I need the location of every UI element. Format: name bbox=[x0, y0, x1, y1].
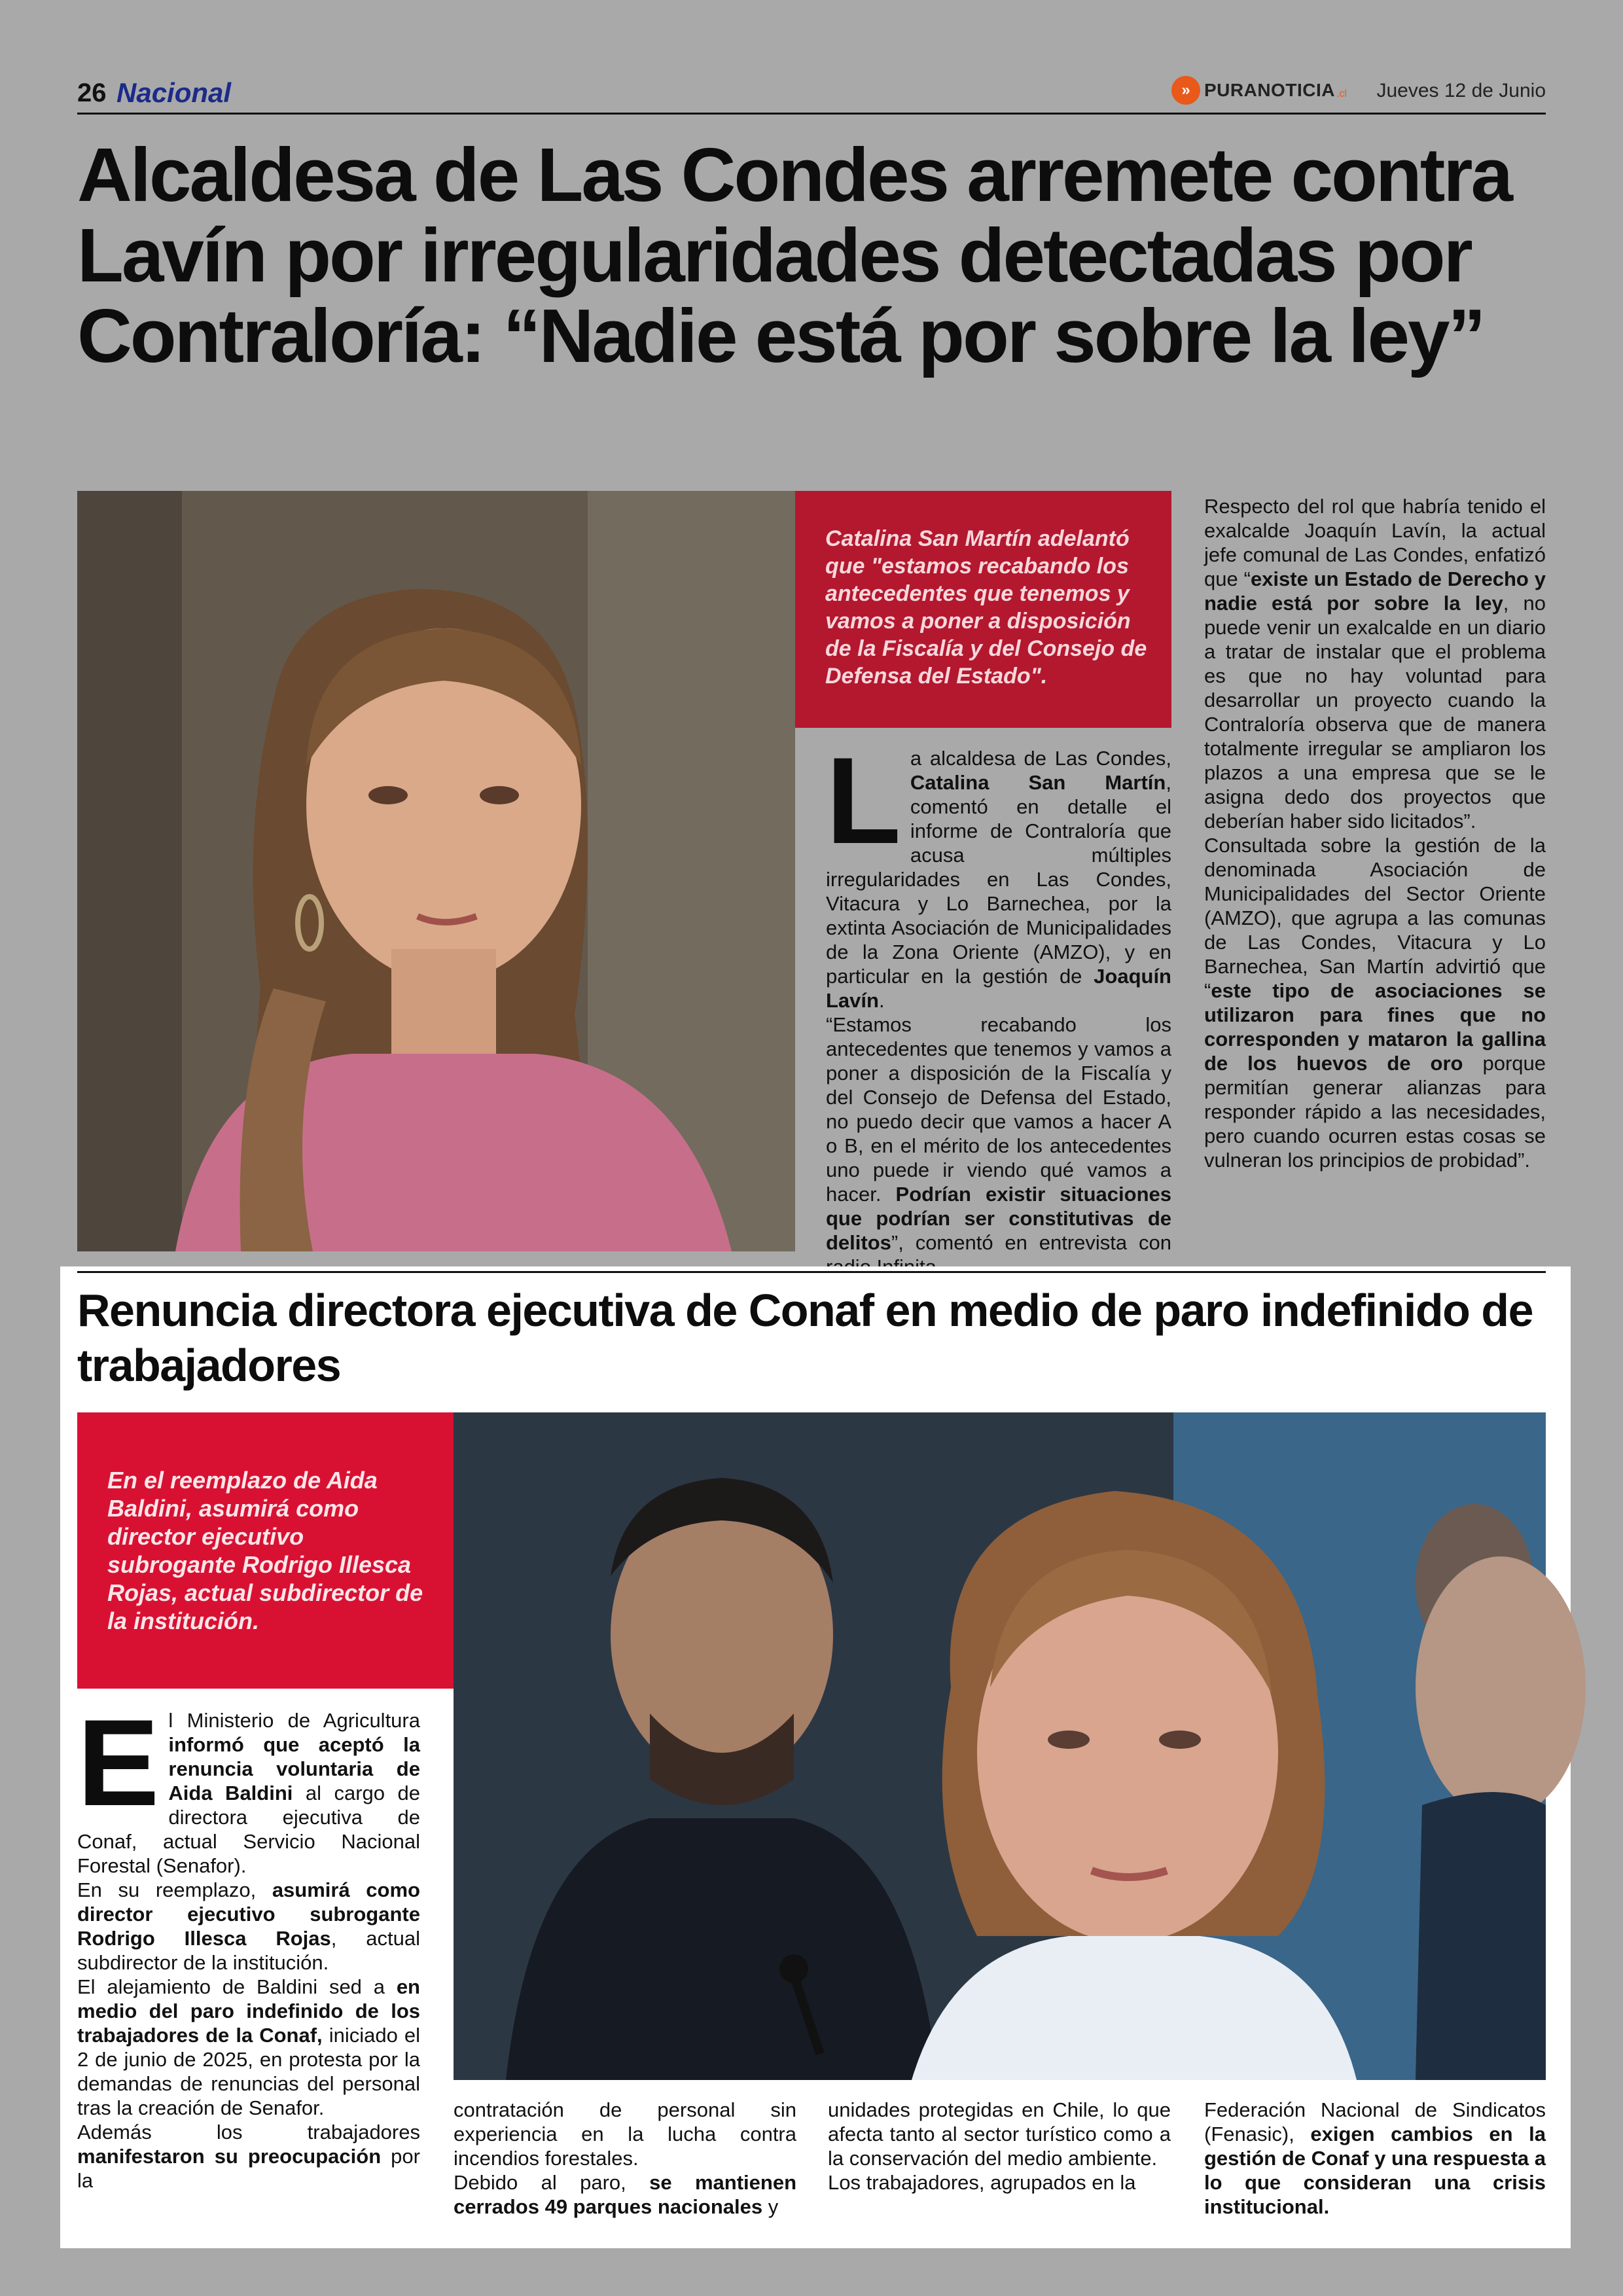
article2-paragraph-3 bbox=[77, 1975, 420, 2120]
article2-paragraph-2 bbox=[77, 1878, 420, 1975]
article2-paragraph-1 bbox=[77, 1694, 420, 1878]
text-run-bold: Joaquín Lavín bbox=[826, 965, 1171, 1012]
article1-photo bbox=[77, 491, 795, 1251]
text-run: , actual subdirector de la institución. bbox=[77, 1927, 420, 1974]
person-photo-icon bbox=[77, 491, 795, 1251]
article1-paragraph-1 bbox=[826, 732, 1171, 1013]
logo-text: PURANOTICIA bbox=[1204, 80, 1335, 100]
article2-photo bbox=[454, 1412, 1546, 2080]
text-run: , comentó en detalle el informe de Contraloría que acusa múltiples irregularidades en Las Condes, Vitacura y Lo Barnechea, por la extinta Asociación de Municipalidades de la Zona Oriente (AMZO), y en particular en la gestión de bbox=[826, 771, 1171, 988]
article1-headline: Alcaldesa de Las Condes arremete contra Lavín por irregularidades detectadas por Contraloría: “Nadie está por sobre la ley” bbox=[77, 132, 1512, 378]
brand-logo[interactable] bbox=[1171, 76, 1347, 105]
text-run: Debido al paro, bbox=[454, 2171, 650, 2194]
section-label: Nacional bbox=[116, 77, 232, 108]
text-run-bold: Podrían existir situaciones que podrían ser constitutivas de delitos bbox=[826, 1183, 1171, 1254]
article2-drop-cap: E bbox=[77, 1694, 160, 1831]
article1-paragraph-3 bbox=[1204, 494, 1546, 833]
text-run: porque permitían generar alianzas para responder rápido a las necesidades, pero cuando ocurren estas cosas se vulneran los principios de probidad”. bbox=[1204, 1052, 1546, 1172]
text-run: Consultada sobre la gestión de la denominada Asociación de Municipalidades del Sector Oriente (AMZO), que agrupa a las comunas de Las Condes, Vitacura y Lo Barnechea, San Martín advirtió que “ bbox=[1204, 834, 1546, 1002]
text-run-bold: informó que aceptó la renuncia voluntaria de Aida Baldini bbox=[168, 1733, 420, 1804]
text-run: , no puede venir un exalcalde en un diario a tratar de instalar que el problema es que no hay voluntad para desarrollar un proyecto cuando la Contraloría observa que de manera totalmente irregular se ampliaron los plazos a una empresa que se le asigna dedo dos proyectos que deberían haber sido licitados”. bbox=[1204, 592, 1546, 833]
article1-column-2 bbox=[1204, 494, 1546, 1172]
text-run-bold: este tipo de asociaciones se utilizaron para fines que no corresponden y mataron la gallina de los huevos de oro bbox=[1204, 979, 1546, 1075]
text-run: por la bbox=[77, 2145, 420, 2192]
article1-paragraph-2 bbox=[826, 1013, 1171, 1254]
article1-column-1 bbox=[826, 732, 1171, 1254]
text-run-bold: Catalina San Martín bbox=[910, 771, 1166, 794]
article2-pull-quote: En el reemplazo de Aida Baldini, asumirá como director ejecutivo subrogante Rodrigo Illesca Rojas, actual subdirector de la institución. bbox=[77, 1412, 454, 1689]
logo-suffix: .cl bbox=[1336, 88, 1347, 99]
text-run-bold: existe un Estado de Derecho y nadie está por sobre la ley bbox=[1204, 567, 1546, 615]
article2-col2-paragraph-2 bbox=[454, 2170, 796, 2219]
article2-column-3 bbox=[828, 2098, 1171, 2195]
text-run: Además los trabajadores bbox=[77, 2121, 420, 2144]
issue-date: Jueves 12 de Junio bbox=[1376, 80, 1546, 101]
article2-column-2 bbox=[454, 2098, 796, 2219]
article2-paragraph-4 bbox=[77, 2120, 420, 2193]
text-run: al cargo de directora ejecutiva de Conaf, actual Servicio Nacional Forestal (Senafor). bbox=[77, 1782, 420, 1877]
text-run: y bbox=[762, 2195, 779, 2218]
text-run: . bbox=[878, 989, 885, 1012]
article2-col3-paragraph-1: unidades protegidas en Chile, lo que afecta tanto al sector turístico como a la conservación del medio ambiente. bbox=[828, 2098, 1171, 2170]
article2-col4-paragraph-1 bbox=[1204, 2098, 1546, 2219]
article2-col3-paragraph-2: Los trabajadores, agrupados en la bbox=[828, 2171, 1136, 2194]
article2-column-1 bbox=[77, 1694, 420, 2193]
text-run: a alcaldesa de Las Condes, bbox=[910, 747, 1171, 770]
article2-top-rule bbox=[77, 1271, 1546, 1273]
article1-paragraph-4 bbox=[1204, 833, 1546, 1172]
text-run: Respecto del rol que habría tenido el exalcalde Joaquín Lavín, la actual jefe comunal de Las Condes, enfatizó que “ bbox=[1204, 495, 1546, 590]
text-run: El alejamiento de Baldini sed a bbox=[77, 1975, 397, 1998]
text-run-bold: se mantienen cerrados 49 parques nacionales bbox=[454, 2171, 796, 2218]
text-run: iniciado el 2 de junio de 2025, en protesta por la demandas de renuncias del personal tras la creación de Senafor. bbox=[77, 2024, 420, 2119]
logo-arrow-icon: » bbox=[1171, 76, 1200, 105]
text-run-bold: asumirá como director ejecutivo subrogante Rodrigo Illesca Rojas bbox=[77, 1878, 420, 1950]
text-run: ”, comentó en entrevista con bbox=[891, 1231, 1171, 1254]
group-photo-icon bbox=[454, 1412, 1546, 2080]
text-run-bold: exigen cambios en la gestión de Conaf y una respuesta a lo que consideran una crisis institucional. bbox=[1204, 2123, 1546, 2218]
article2-headline: Renuncia directora ejecutiva de Conaf en medio de paro indefinido de trabajadores bbox=[77, 1285, 1533, 1391]
text-run: “Estamos recabando los antecedentes que tenemos y vamos a poner a disposición de la Fiscalía y del Consejo de Defensa del Estado, no puedo decir que vamos a hacer A o B, en el mérito de los antecedentes uno puede ir viendo qué vamos a hacer. bbox=[826, 1013, 1171, 1206]
text-run: Federación Nacional de Sindicatos (Fenasic), bbox=[1204, 2098, 1546, 2145]
page-number: 26 bbox=[77, 79, 107, 107]
text-run-bold: manifestaron su preocupación bbox=[77, 2145, 382, 2168]
article2-column-4 bbox=[1204, 2098, 1546, 2219]
text-run: l Ministerio de Agricultura bbox=[168, 1709, 420, 1732]
header-rule bbox=[77, 113, 1546, 115]
article1-drop-cap: L bbox=[826, 732, 901, 869]
text-run-bold: en medio del paro indefinido de los trabajadores de la Conaf, bbox=[77, 1975, 420, 2047]
article1-pull-quote: Catalina San Martín adelantó que "estamos recabando los antecedentes que tenemos y vamos a poner a disposición de la Fiscalía y del Consejo de Defensa del Estado". bbox=[795, 491, 1171, 728]
article2-col2-paragraph-1: contratación de personal sin experiencia en la lucha contra incendios forestales. bbox=[454, 2098, 796, 2170]
text-run: En su reemplazo, bbox=[77, 1878, 272, 1901]
